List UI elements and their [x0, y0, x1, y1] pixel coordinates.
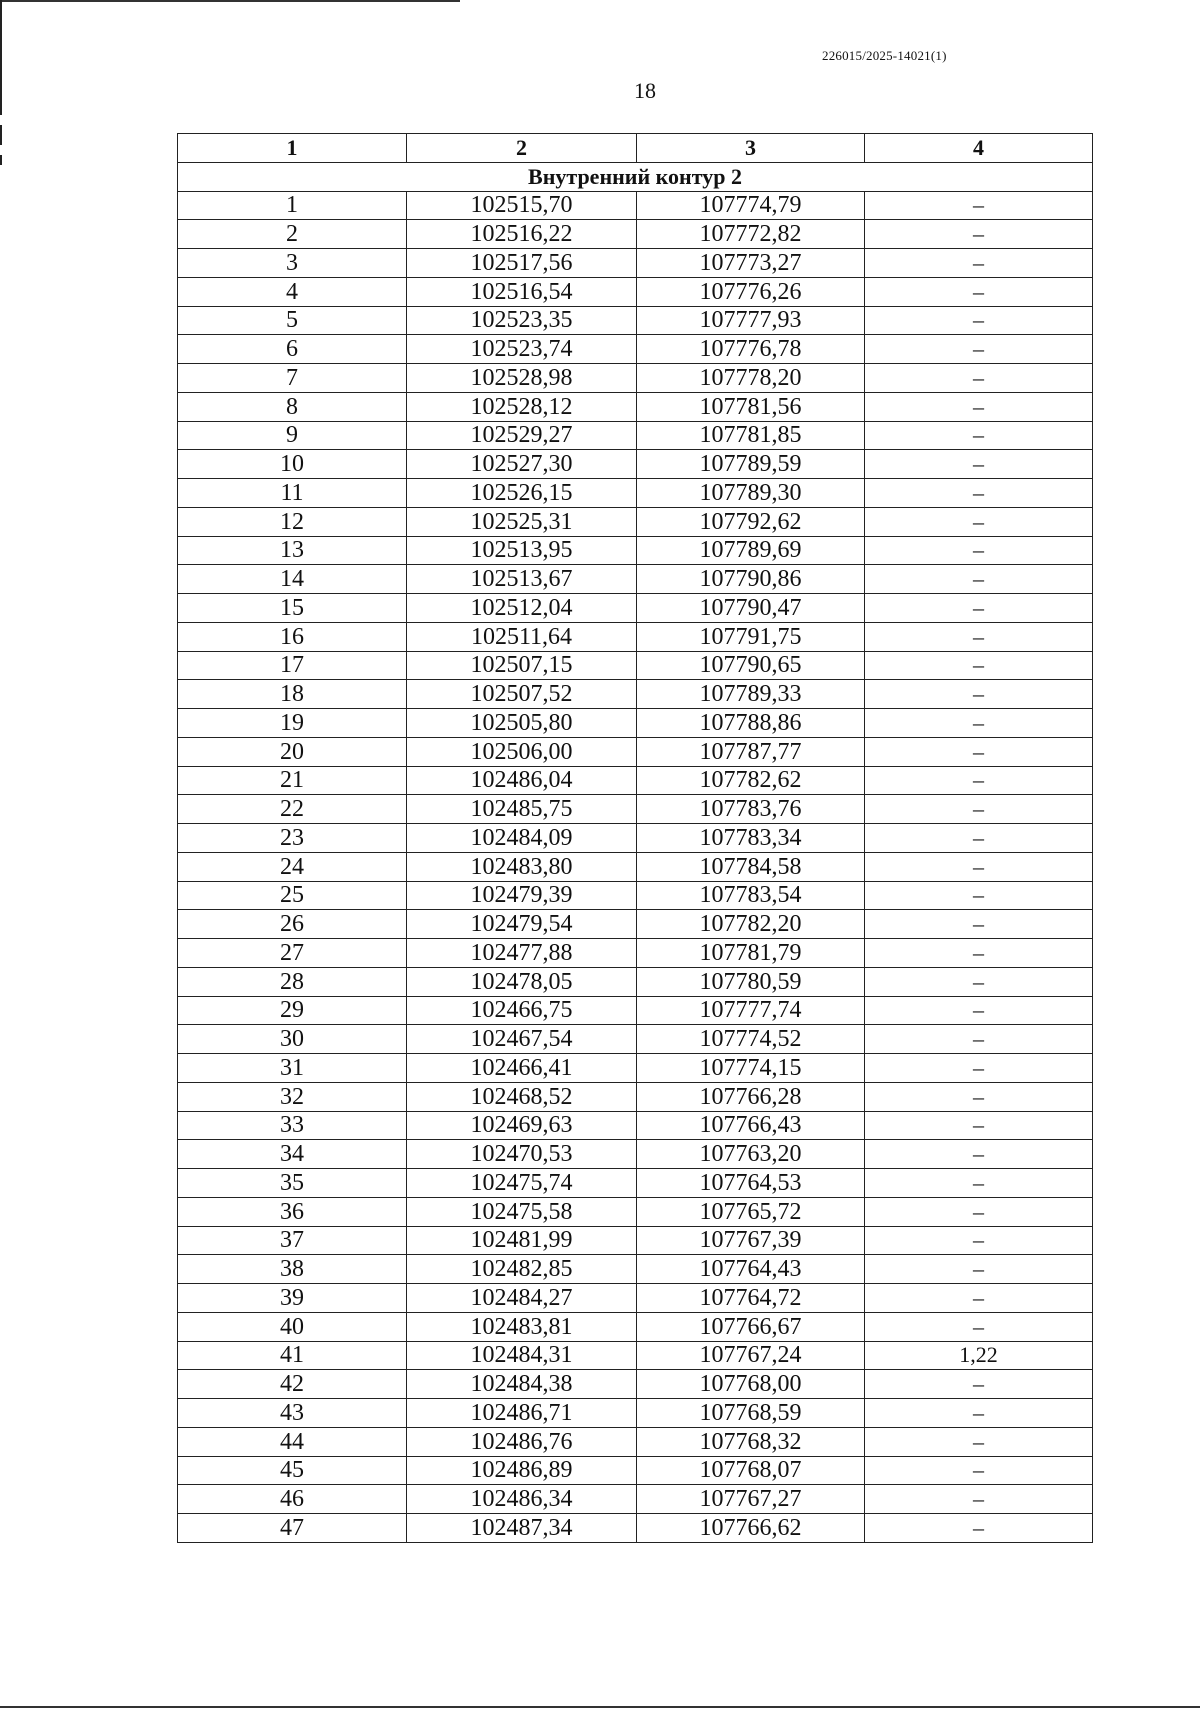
page-number: 18	[634, 78, 656, 103]
point-number-cell: 2	[178, 220, 407, 249]
point-number-cell: 14	[178, 565, 407, 594]
x-coordinate-cell: 102511,64	[407, 622, 637, 651]
column-4-cell: –	[865, 824, 1093, 853]
x-coordinate-cell: 102516,22	[407, 220, 637, 249]
column-4-cell: –	[865, 277, 1093, 306]
point-number-cell: 47	[178, 1514, 407, 1543]
column-4-cell: –	[865, 1370, 1093, 1399]
table-row	[178, 450, 1093, 479]
x-coordinate-cell: 102483,80	[407, 852, 637, 881]
column-4-cell: –	[865, 737, 1093, 766]
x-coordinate-cell: 102468,52	[407, 1082, 637, 1111]
y-coordinate-cell: 107777,74	[637, 996, 865, 1025]
point-number-cell: 30	[178, 1025, 407, 1054]
y-coordinate-cell: 107778,20	[637, 364, 865, 393]
table-row	[178, 479, 1093, 508]
point-number-cell: 37	[178, 1226, 407, 1255]
y-coordinate-cell: 107783,34	[637, 824, 865, 853]
table-row	[178, 1140, 1093, 1169]
x-coordinate-cell: 102485,75	[407, 795, 637, 824]
table-row	[178, 277, 1093, 306]
y-coordinate-cell: 107768,32	[637, 1427, 865, 1456]
x-coordinate-cell: 102487,34	[407, 1514, 637, 1543]
table-row	[178, 507, 1093, 536]
column-4-cell: –	[865, 1255, 1093, 1284]
x-coordinate-cell: 102466,41	[407, 1054, 637, 1083]
point-number-cell: 22	[178, 795, 407, 824]
point-number-cell: 3	[178, 249, 407, 278]
x-coordinate-cell: 102526,15	[407, 479, 637, 508]
x-coordinate-cell: 102527,30	[407, 450, 637, 479]
column-4-cell: –	[865, 507, 1093, 536]
point-number-cell: 11	[178, 479, 407, 508]
column-4-cell: –	[865, 1514, 1093, 1543]
point-number-cell: 15	[178, 594, 407, 623]
y-coordinate-cell: 107774,79	[637, 191, 865, 220]
x-coordinate-cell: 102512,04	[407, 594, 637, 623]
point-number-cell: 31	[178, 1054, 407, 1083]
scan-top-edge	[0, 0, 460, 2]
column-4-cell: –	[865, 1169, 1093, 1198]
column-4-cell: –	[865, 1140, 1093, 1169]
column-4-cell: –	[865, 1456, 1093, 1485]
x-coordinate-cell: 102486,04	[407, 766, 637, 795]
column-header: 3	[637, 134, 865, 163]
y-coordinate-cell: 107768,59	[637, 1399, 865, 1428]
point-number-cell: 1	[178, 191, 407, 220]
point-number-cell: 44	[178, 1427, 407, 1456]
table-row	[178, 421, 1093, 450]
x-coordinate-cell: 102528,12	[407, 392, 637, 421]
column-4-cell: –	[865, 220, 1093, 249]
column-4-cell: –	[865, 1485, 1093, 1514]
y-coordinate-cell: 107777,93	[637, 306, 865, 335]
binding-mark	[0, 155, 2, 165]
point-number-cell: 42	[178, 1370, 407, 1399]
column-4-cell: –	[865, 450, 1093, 479]
column-4-cell: –	[865, 249, 1093, 278]
y-coordinate-cell: 107764,43	[637, 1255, 865, 1284]
y-coordinate-cell: 107787,77	[637, 737, 865, 766]
table-row	[178, 220, 1093, 249]
y-coordinate-cell: 107774,52	[637, 1025, 865, 1054]
column-header: 2	[407, 134, 637, 163]
table-row	[178, 795, 1093, 824]
table-row	[178, 996, 1093, 1025]
table-row	[178, 709, 1093, 738]
table-row	[178, 939, 1093, 968]
x-coordinate-cell: 102523,74	[407, 335, 637, 364]
x-coordinate-cell: 102528,98	[407, 364, 637, 393]
x-coordinate-cell: 102486,71	[407, 1399, 637, 1428]
y-coordinate-cell: 107790,86	[637, 565, 865, 594]
x-coordinate-cell: 102484,38	[407, 1370, 637, 1399]
x-coordinate-cell: 102486,34	[407, 1485, 637, 1514]
y-coordinate-cell: 107780,59	[637, 967, 865, 996]
column-4-cell: –	[865, 191, 1093, 220]
x-coordinate-cell: 102483,81	[407, 1312, 637, 1341]
column-4-cell: –	[865, 1226, 1093, 1255]
y-coordinate-cell: 107783,76	[637, 795, 865, 824]
table-row	[178, 1082, 1093, 1111]
point-number-cell: 5	[178, 306, 407, 335]
y-coordinate-cell: 107774,15	[637, 1054, 865, 1083]
x-coordinate-cell: 102478,05	[407, 967, 637, 996]
x-coordinate-cell: 102479,54	[407, 910, 637, 939]
column-4-cell: –	[865, 852, 1093, 881]
point-number-cell: 20	[178, 737, 407, 766]
table-row	[178, 1370, 1093, 1399]
point-number-cell: 39	[178, 1284, 407, 1313]
column-4-cell: –	[865, 680, 1093, 709]
y-coordinate-cell: 107791,75	[637, 622, 865, 651]
column-4-cell: –	[865, 479, 1093, 508]
table-row	[178, 1255, 1093, 1284]
x-coordinate-cell: 102484,31	[407, 1341, 637, 1370]
x-coordinate-cell: 102484,09	[407, 824, 637, 853]
table-row	[178, 680, 1093, 709]
y-coordinate-cell: 107789,59	[637, 450, 865, 479]
x-coordinate-cell: 102484,27	[407, 1284, 637, 1313]
x-coordinate-cell: 102481,99	[407, 1226, 637, 1255]
x-coordinate-cell: 102470,53	[407, 1140, 637, 1169]
table-row	[178, 910, 1093, 939]
y-coordinate-cell: 107766,28	[637, 1082, 865, 1111]
x-coordinate-cell: 102466,75	[407, 996, 637, 1025]
y-coordinate-cell: 107784,58	[637, 852, 865, 881]
table-row	[178, 1111, 1093, 1140]
y-coordinate-cell: 107765,72	[637, 1197, 865, 1226]
point-number-cell: 36	[178, 1197, 407, 1226]
point-number-cell: 41	[178, 1341, 407, 1370]
column-4-cell: –	[865, 1399, 1093, 1428]
column-4-cell: –	[865, 967, 1093, 996]
x-coordinate-cell: 102477,88	[407, 939, 637, 968]
y-coordinate-cell: 107789,69	[637, 536, 865, 565]
y-coordinate-cell: 107766,67	[637, 1312, 865, 1341]
table-row	[178, 594, 1093, 623]
y-coordinate-cell: 107768,00	[637, 1370, 865, 1399]
x-coordinate-cell: 102482,85	[407, 1255, 637, 1284]
x-coordinate-cell: 102467,54	[407, 1025, 637, 1054]
y-coordinate-cell: 107782,62	[637, 766, 865, 795]
column-4-cell: –	[865, 881, 1093, 910]
point-number-cell: 10	[178, 450, 407, 479]
column-4-cell: –	[865, 1111, 1093, 1140]
table-row	[178, 1514, 1093, 1543]
column-4-cell: –	[865, 622, 1093, 651]
coordinates-table	[177, 133, 1093, 1543]
table-row	[178, 1456, 1093, 1485]
y-coordinate-cell: 107782,20	[637, 910, 865, 939]
column-4-cell: –	[865, 364, 1093, 393]
point-number-cell: 8	[178, 392, 407, 421]
table-row	[178, 881, 1093, 910]
point-number-cell: 23	[178, 824, 407, 853]
column-4-cell: –	[865, 392, 1093, 421]
column-4-cell: –	[865, 1197, 1093, 1226]
binding-mark	[0, 0, 2, 115]
point-number-cell: 16	[178, 622, 407, 651]
point-number-cell: 43	[178, 1399, 407, 1428]
table-row	[178, 1197, 1093, 1226]
x-coordinate-cell: 102517,56	[407, 249, 637, 278]
column-4-cell: –	[865, 565, 1093, 594]
y-coordinate-cell: 107772,82	[637, 220, 865, 249]
table-row	[178, 1485, 1093, 1514]
table-row	[178, 737, 1093, 766]
point-number-cell: 40	[178, 1312, 407, 1341]
table-row	[178, 967, 1093, 996]
table-row	[178, 1312, 1093, 1341]
x-coordinate-cell: 102507,15	[407, 651, 637, 680]
binding-mark	[0, 125, 2, 145]
point-number-cell: 24	[178, 852, 407, 881]
document-number: 226015/2025-14021(1)	[822, 48, 947, 63]
table-row	[178, 1169, 1093, 1198]
column-4-cell: 1,22	[865, 1341, 1093, 1370]
point-number-cell: 21	[178, 766, 407, 795]
column-4-cell: –	[865, 939, 1093, 968]
y-coordinate-cell: 107789,33	[637, 680, 865, 709]
point-number-cell: 18	[178, 680, 407, 709]
point-number-cell: 32	[178, 1082, 407, 1111]
x-coordinate-cell: 102507,52	[407, 680, 637, 709]
y-coordinate-cell: 107790,65	[637, 651, 865, 680]
column-4-cell: –	[865, 421, 1093, 450]
column-header: 4	[865, 134, 1093, 163]
table-row	[178, 1284, 1093, 1313]
table-row	[178, 622, 1093, 651]
table-row	[178, 335, 1093, 364]
y-coordinate-cell: 107781,79	[637, 939, 865, 968]
table-header-row	[178, 134, 1093, 163]
column-4-cell: –	[865, 1427, 1093, 1456]
table-row	[178, 249, 1093, 278]
point-number-cell: 26	[178, 910, 407, 939]
x-coordinate-cell: 102529,27	[407, 421, 637, 450]
y-coordinate-cell: 107764,53	[637, 1169, 865, 1198]
table-row	[178, 766, 1093, 795]
table-row	[178, 1427, 1093, 1456]
column-4-cell: –	[865, 1284, 1093, 1313]
table-row	[178, 1054, 1093, 1083]
table-row	[178, 191, 1093, 220]
column-4-cell: –	[865, 996, 1093, 1025]
table-row	[178, 651, 1093, 680]
y-coordinate-cell: 107768,07	[637, 1456, 865, 1485]
point-number-cell: 46	[178, 1485, 407, 1514]
column-4-cell: –	[865, 1054, 1093, 1083]
column-4-cell: –	[865, 709, 1093, 738]
point-number-cell: 35	[178, 1169, 407, 1198]
section-row	[178, 162, 1093, 191]
table-row	[178, 1226, 1093, 1255]
table-row	[178, 1025, 1093, 1054]
scan-bottom-edge	[0, 1706, 1200, 1708]
y-coordinate-cell: 107773,27	[637, 249, 865, 278]
point-number-cell: 29	[178, 996, 407, 1025]
y-coordinate-cell: 107781,56	[637, 392, 865, 421]
point-number-cell: 45	[178, 1456, 407, 1485]
point-number-cell: 6	[178, 335, 407, 364]
table-row	[178, 306, 1093, 335]
table-row	[178, 565, 1093, 594]
x-coordinate-cell: 102513,95	[407, 536, 637, 565]
column-4-cell: –	[865, 910, 1093, 939]
x-coordinate-cell: 102486,76	[407, 1427, 637, 1456]
x-coordinate-cell: 102469,63	[407, 1111, 637, 1140]
point-number-cell: 27	[178, 939, 407, 968]
column-4-cell: –	[865, 1082, 1093, 1111]
point-number-cell: 33	[178, 1111, 407, 1140]
x-coordinate-cell: 102505,80	[407, 709, 637, 738]
table-row	[178, 364, 1093, 393]
column-4-cell: –	[865, 795, 1093, 824]
y-coordinate-cell: 107766,43	[637, 1111, 865, 1140]
y-coordinate-cell: 107789,30	[637, 479, 865, 508]
y-coordinate-cell: 107766,62	[637, 1514, 865, 1543]
table-row	[178, 824, 1093, 853]
y-coordinate-cell: 107783,54	[637, 881, 865, 910]
x-coordinate-cell: 102513,67	[407, 565, 637, 594]
point-number-cell: 19	[178, 709, 407, 738]
point-number-cell: 28	[178, 967, 407, 996]
y-coordinate-cell: 107781,85	[637, 421, 865, 450]
y-coordinate-cell: 107764,72	[637, 1284, 865, 1313]
x-coordinate-cell: 102475,74	[407, 1169, 637, 1198]
point-number-cell: 38	[178, 1255, 407, 1284]
y-coordinate-cell: 107767,24	[637, 1341, 865, 1370]
column-4-cell: –	[865, 1312, 1093, 1341]
x-coordinate-cell: 102506,00	[407, 737, 637, 766]
y-coordinate-cell: 107767,27	[637, 1485, 865, 1514]
column-4-cell: –	[865, 1025, 1093, 1054]
table-row	[178, 1399, 1093, 1428]
table-row	[178, 536, 1093, 565]
x-coordinate-cell: 102523,35	[407, 306, 637, 335]
x-coordinate-cell: 102516,54	[407, 277, 637, 306]
point-number-cell: 12	[178, 507, 407, 536]
x-coordinate-cell: 102515,70	[407, 191, 637, 220]
column-4-cell: –	[865, 536, 1093, 565]
x-coordinate-cell: 102479,39	[407, 881, 637, 910]
column-header: 1	[178, 134, 407, 163]
y-coordinate-cell: 107788,86	[637, 709, 865, 738]
column-4-cell: –	[865, 651, 1093, 680]
point-number-cell: 34	[178, 1140, 407, 1169]
column-4-cell: –	[865, 306, 1093, 335]
table-row	[178, 1341, 1093, 1370]
point-number-cell: 13	[178, 536, 407, 565]
x-coordinate-cell: 102525,31	[407, 507, 637, 536]
x-coordinate-cell: 102475,58	[407, 1197, 637, 1226]
column-4-cell: –	[865, 594, 1093, 623]
point-number-cell: 7	[178, 364, 407, 393]
point-number-cell: 4	[178, 277, 407, 306]
y-coordinate-cell: 107776,26	[637, 277, 865, 306]
section-title: Внутренний контур 2	[178, 162, 1093, 191]
column-4-cell: –	[865, 335, 1093, 364]
point-number-cell: 25	[178, 881, 407, 910]
y-coordinate-cell: 107763,20	[637, 1140, 865, 1169]
x-coordinate-cell: 102486,89	[407, 1456, 637, 1485]
point-number-cell: 17	[178, 651, 407, 680]
y-coordinate-cell: 107792,62	[637, 507, 865, 536]
point-number-cell: 9	[178, 421, 407, 450]
y-coordinate-cell: 107767,39	[637, 1226, 865, 1255]
column-4-cell: –	[865, 766, 1093, 795]
table-row	[178, 852, 1093, 881]
y-coordinate-cell: 107790,47	[637, 594, 865, 623]
table-row	[178, 392, 1093, 421]
y-coordinate-cell: 107776,78	[637, 335, 865, 364]
